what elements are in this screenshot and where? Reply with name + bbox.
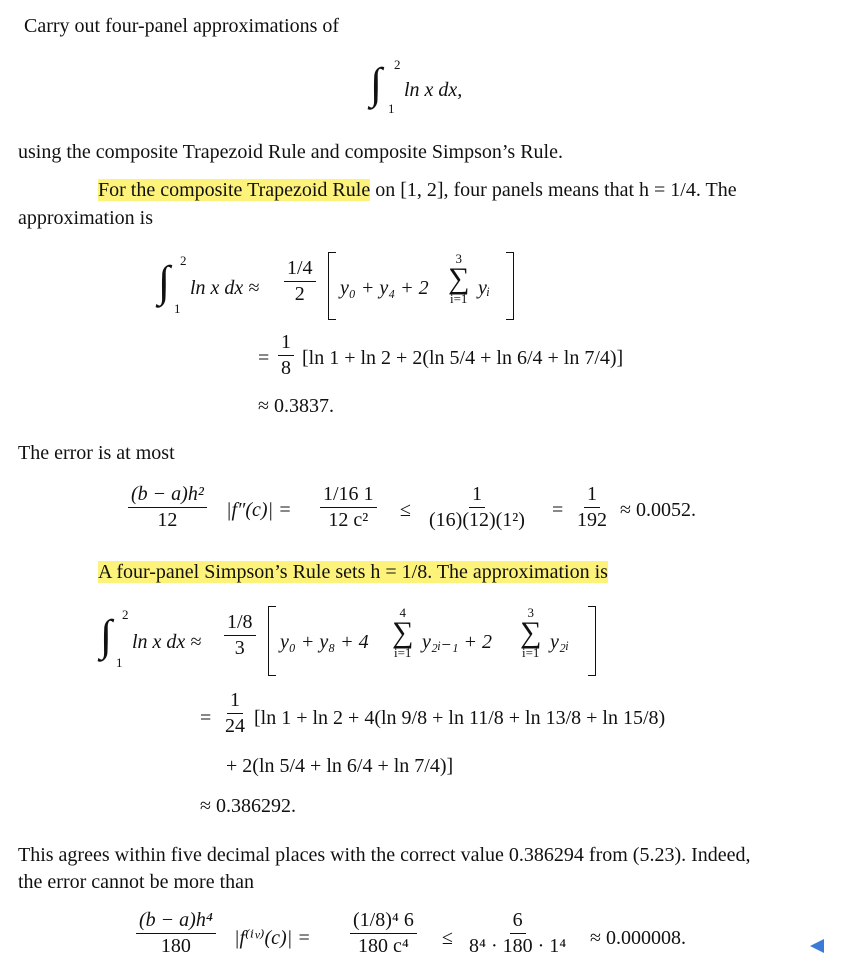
integrand: ln x dx, bbox=[404, 79, 463, 101]
simpson-coef: $\frac{1/8}{3}$ bbox=[224, 612, 256, 659]
trap-error-formula: $\frac{\text{(b − a)h²}}{12}$ |f″(c)| = $\frac{1/16 1}{\text{12 c²}}$ ≤ $\frac{1}{\text{(16)(12)(1²)}}$ = $\frac{1}{192}$ ≈ 0.0052. bbox=[128, 484, 748, 540]
intro-line-2: using the composite Trapezoid Rule and composite Simpson’s Rule. bbox=[18, 141, 563, 163]
simp-err-result: ≈ 0.000008. bbox=[590, 927, 686, 949]
simpson-intro bbox=[98, 562, 608, 582]
simpson-result: ≈ 0.386292. bbox=[200, 795, 296, 817]
simp-err-frac-a: $\frac{\text{(b − a)h⁴}}{180}$ bbox=[136, 910, 216, 957]
trap-err-result: ≈ 0.0052. bbox=[620, 499, 696, 521]
trap-rest: on [1, 2], four panels means that h = 1/4. The bbox=[370, 179, 737, 201]
simpson-line-c: + 2(ln 5/4 + ln 6/4 + ln 7/4)] bbox=[226, 755, 454, 777]
trap-line-2: approximation is bbox=[18, 207, 153, 229]
trap-line-b-frac: $\frac{1}{8}$ bbox=[278, 332, 294, 379]
simp-err-frac-c: $\frac{6}{\text{8⁴ · 180 · 1⁴}}$ bbox=[469, 909, 567, 957]
simpson-sum-2: 3 ∑ i=1 bbox=[520, 605, 542, 660]
simpson-line-b-expr: [ln 1 + ln 2 + 4(ln 9/8 + ln 11/8 + ln 13/8 + ln 15/8) bbox=[254, 707, 666, 729]
trap-err-frac-b: $\frac{1/16 1}{\text{12 c²}}$ bbox=[320, 484, 377, 531]
trap-highlight: For the composite Trapezoid Rule bbox=[98, 179, 371, 201]
closing-line-1: This agrees within five decimal places with the correct value 0.386294 from (5.23). Indeed, bbox=[18, 844, 751, 866]
simpson-highlight: A four-panel Simpson’s Rule sets h = 1/8. The approximation is bbox=[98, 561, 608, 583]
simpson-line-b-frac: $\frac{1}{24}$ bbox=[225, 689, 245, 737]
simp-err-frac-b: $\frac{\text{(1/8)⁴ 6}}{\text{180 c⁴}}$ bbox=[350, 910, 417, 957]
trap-formula-a: ∫ 2 1 ln x dx ≈ $\frac{1/4}{2}$ y₀ + y₄ + 2 3 ∑ i=1 yᵢ bbox=[158, 252, 558, 322]
trap-err-a-tail: |f″(c)| = bbox=[226, 499, 292, 521]
trap-sum-term: yᵢ bbox=[478, 277, 491, 299]
simpson-error-formula: $\frac{\text{(b − a)h⁴}}{180}$ |f⁽ⁱᵛ⁾(c)| = $\frac{\text{(1/8)⁴ 6}}{\text{180 c⁴}}$ ≤ $\frac{6}{\text{8⁴ · 180 · 1⁴}}$ ≈ 0.000008. bbox=[136, 910, 736, 968]
trap-bracket-body: y₀ + y₄ + 2 bbox=[340, 277, 429, 299]
trap-err-frac-d: $\frac{1}{192}$ bbox=[577, 483, 607, 531]
intro-integral: ∫ 2 1 ln x dx, bbox=[370, 57, 463, 116]
trap-line-b-expr: [ln 1 + ln 2 + 2(ln 5/4 + ln 6/4 + ln 7/4)] bbox=[302, 347, 624, 369]
intro-line-1: Carry out four-panel approximations of bbox=[24, 15, 340, 37]
integral-lower: 1 bbox=[388, 101, 395, 116]
trap-sum: 3 ∑ i=1 bbox=[448, 251, 470, 306]
simpson-sum-1-term: y₂ᵢ₋₁ + 2 bbox=[422, 631, 492, 653]
simpson-sum-1: 4 ∑ i=1 bbox=[392, 605, 414, 660]
trap-line-1 bbox=[98, 180, 737, 200]
back-arrow-icon[interactable] bbox=[810, 939, 824, 953]
simpson-formula-a: ∫ 2 1 ln x dx ≈ $\frac{1/8}{3}$ y₀ + y₈ + 4 4 ∑ i=1 y₂ᵢ₋₁ + 2 3 ∑ i=1 y₂ᵢ bbox=[100, 604, 620, 680]
closing-line-2: the error cannot be more than bbox=[18, 871, 255, 893]
integral-upper: 2 bbox=[394, 57, 401, 72]
simpson-sum-2-term: y₂ᵢ bbox=[550, 631, 569, 653]
simpson-body-1: y₀ + y₈ + 4 bbox=[280, 631, 369, 653]
simp-err-a-tail: |f⁽ⁱᵛ⁾(c)| = bbox=[234, 927, 311, 949]
trap-coef: $\frac{1/4}{2}$ bbox=[284, 258, 316, 305]
trap-err-frac-c: $\frac{1}{\text{(16)(12)(1²)}}$ bbox=[429, 483, 525, 531]
trap-error-label: The error is at most bbox=[18, 442, 175, 464]
trap-err-frac-a: $\frac{\text{(b − a)h²}}{12}$ bbox=[128, 484, 207, 531]
trap-result: ≈ 0.3837. bbox=[258, 395, 334, 417]
